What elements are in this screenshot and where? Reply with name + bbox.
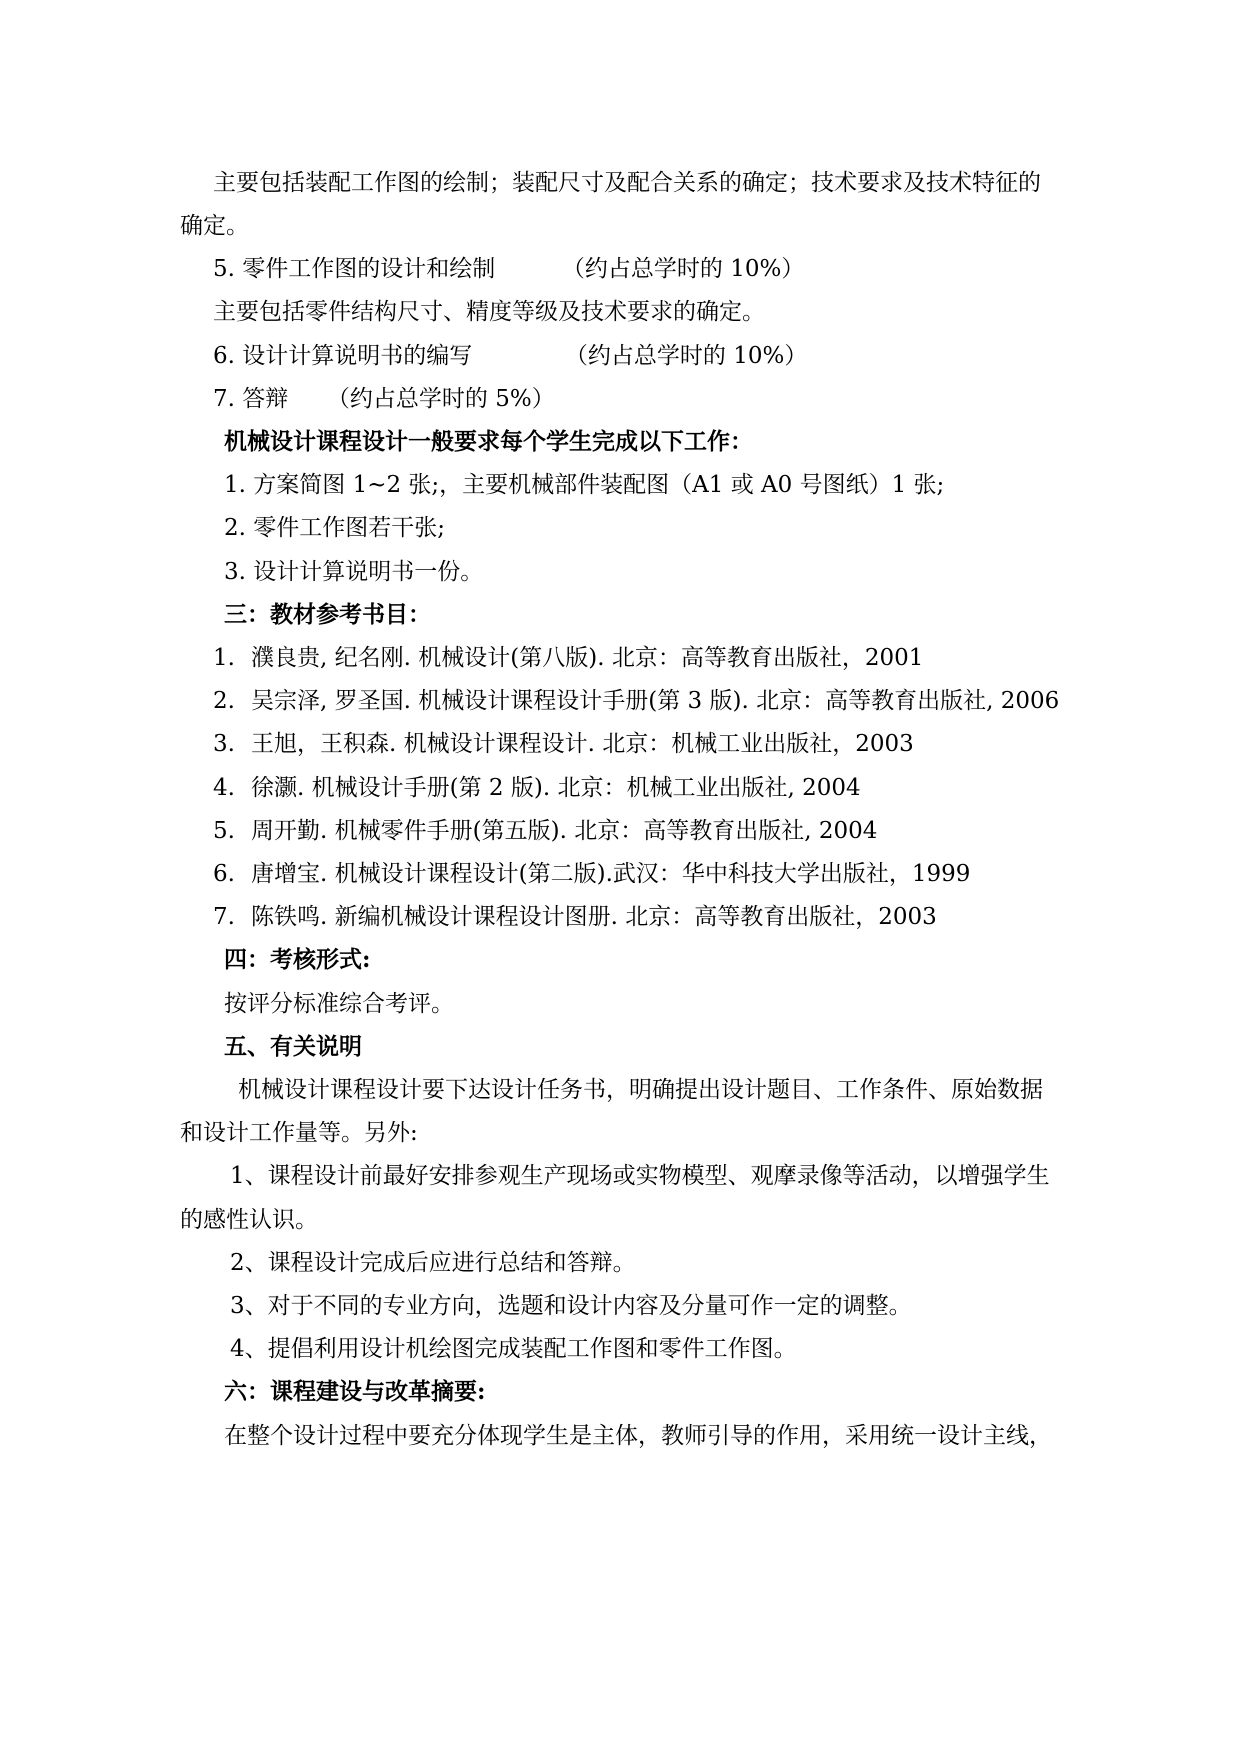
- notes-intro-line2: 和设计工作量等。另外:: [180, 1120, 418, 1146]
- reference-text: 吴宗泽, 罗圣国. 机械设计课程设计手册(第 3 版). 北京：高等教育出版社, 2006: [251, 688, 1060, 714]
- item5-description: 主要包括零件结构尺寸、精度等级及技术要求的确定。: [213, 299, 765, 325]
- requirement-item: 3. 设计计算说明书一份。: [224, 559, 484, 585]
- requirement-item: 2. 零件工作图若干张;: [224, 515, 446, 541]
- reference-number: 5.: [213, 818, 235, 844]
- notes-heading: 五、有关说明: [224, 1033, 362, 1060]
- reference-item: [213, 729, 1153, 759]
- requirements-heading: 机械设计课程设计一般要求每个学生完成以下工作：: [224, 428, 753, 455]
- reference-number: 1.: [213, 645, 235, 671]
- note-item-3: 3、对于不同的专业方向，选题和设计内容及分量可作一定的调整。: [230, 1293, 912, 1319]
- assessment-text: 按评分标准综合考评。: [224, 991, 454, 1017]
- item5-line: [213, 254, 1153, 284]
- reference-text: 濮良贵, 纪名刚. 机械设计(第八版). 北京：高等教育出版社，2001: [251, 645, 924, 671]
- item5-share: （约占总学时的 10%）: [561, 256, 805, 282]
- assessment-heading: 四：考核形式:: [224, 946, 371, 973]
- item6-title: 6. 设计计算说明书的编写: [213, 343, 473, 369]
- note-item-1-line2: 的感性认识。: [180, 1207, 318, 1233]
- note-item-1-line1: 1、课程设计前最好安排参观生产现场或实物模型、观摩录像等活动，以增强学生: [230, 1163, 1050, 1189]
- reference-number: 2.: [213, 688, 235, 714]
- item7-line: [213, 384, 1153, 414]
- references-heading: 三：教材参考书目：: [224, 601, 431, 628]
- reference-item: [213, 686, 1153, 716]
- assembly-description-line1: 主要包括装配工作图的绘制；装配尺寸及配合关系的确定；技术要求及技术特征的: [213, 170, 1041, 196]
- reference-text: 王旭，王积森. 机械设计课程设计. 北京：机械工业出版社，2003: [251, 731, 914, 757]
- item7-title: 7. 答辩: [213, 386, 289, 412]
- reference-item: [213, 773, 1153, 803]
- note-item-2: 2、课程设计完成后应进行总结和答辩。: [230, 1250, 636, 1276]
- item7-share: （约占总学时的 5%）: [326, 386, 555, 412]
- reference-item: [213, 816, 1153, 846]
- reform-text: 在整个设计过程中要充分体现学生是主体，教师引导的作用，采用统一设计主线，: [224, 1423, 1052, 1449]
- note-item-4: 4、提倡利用设计机绘图完成装配工作图和零件工作图。: [230, 1336, 797, 1362]
- assembly-description-line2: 确定。: [180, 213, 249, 239]
- item6-line: [213, 341, 1153, 371]
- reference-item: [213, 902, 1153, 932]
- reference-text: 周开勤. 机械零件手册(第五版). 北京：高等教育出版社, 2004: [251, 818, 878, 844]
- notes-intro-line1: 机械设计课程设计要下达设计任务书，明确提出设计题目、工作条件、原始数据: [238, 1077, 1043, 1103]
- reference-number: 3.: [213, 731, 235, 757]
- reference-number: 7.: [213, 904, 235, 930]
- item5-title: 5. 零件工作图的设计和绘制: [213, 256, 496, 282]
- reference-text: 徐灏. 机械设计手册(第 2 版). 北京：机械工业出版社, 2004: [251, 775, 861, 801]
- reform-heading: 六：课程建设与改革摘要:: [224, 1378, 486, 1405]
- requirement-item: 1. 方案简图 1~2 张;，主要机械部件装配图（A1 或 A0 号图纸）1 张;: [224, 472, 945, 498]
- reference-number: 4.: [213, 775, 235, 801]
- reference-text: 唐增宝. 机械设计课程设计(第二版).武汉：华中科技大学出版社，1999: [251, 861, 971, 887]
- reference-item: [213, 859, 1153, 889]
- item6-share: （约占总学时的 10%）: [564, 343, 808, 369]
- reference-item: [213, 643, 1153, 673]
- reference-text: 陈铁鸣. 新编机械设计课程设计图册. 北京：高等教育出版社，2003: [251, 904, 937, 930]
- reference-number: 6.: [213, 861, 235, 887]
